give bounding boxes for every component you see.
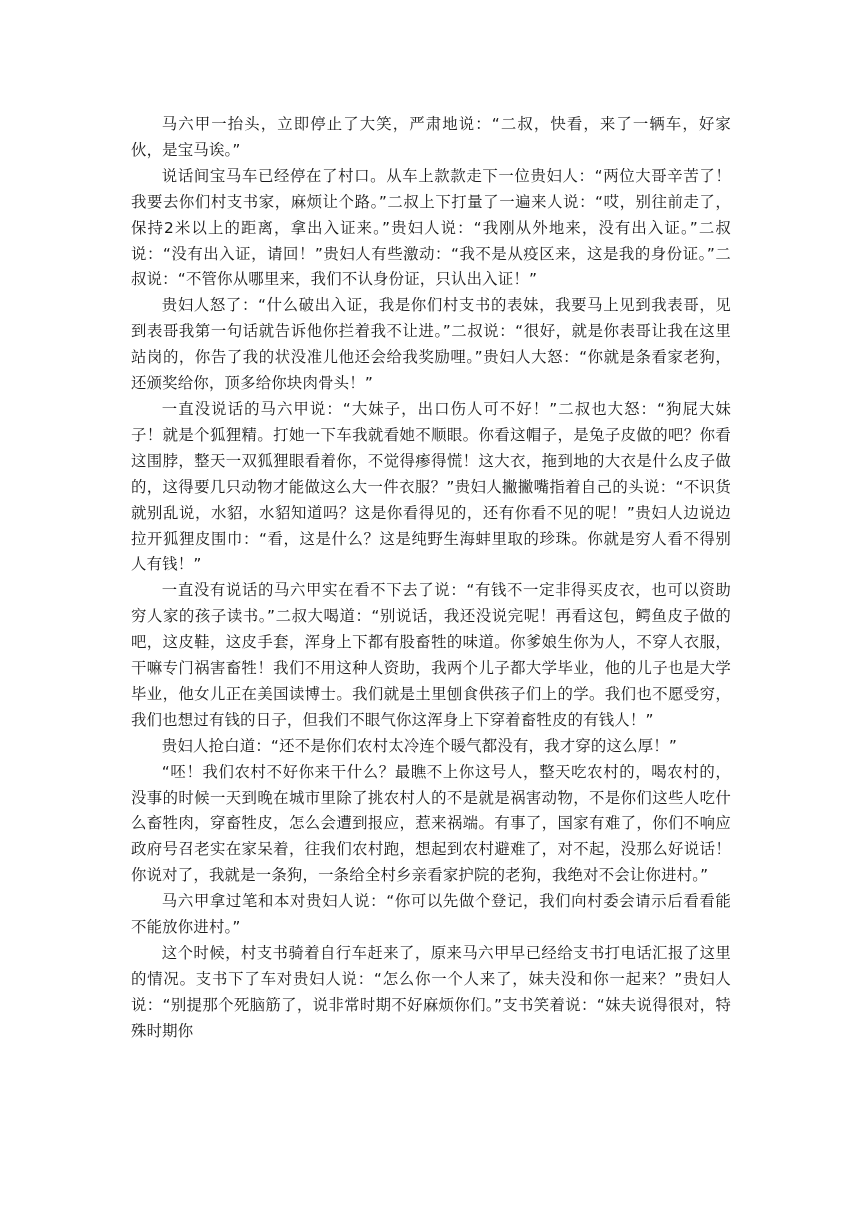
paragraph-5: 一直没有说话的马六甲实在看不下去了说：“有钱不一定非得买皮衣，也可以资助穷人家的孩子读书。”二叔大喝道：“别说话，我还没说完呢！再看这包，鳄鱼皮子做的吧，这皮鞋，这皮手套，浑身上下都有股畜牲的味道。你爹娘生你为人，不穿人衣服，干嘛专门祸害畜牲！我们不用这种人资助，我两个儿子都大学毕业，他的儿子也是大学毕业，他女儿正在美国读博士。我们就是土里刨食供孩子们上的学。我们也不愿受穷，我们也想过有钱的日子，但我们不眼气你这浑身上下穿着畜牲皮的有钱人！”	[131, 581, 731, 729]
paragraph-4: 一直没说话的马六甲说：“大妹子，出口伤人可不好！”二叔也大怒：“狗屁大妹子！就是个狐狸精。打她一下车我就看她不顺眼。你看这帽子，是兔子皮做的吧？你看这围脖，整天一双狐狸眼看着你，不觉得瘆得慌！这大衣，拖到地的大衣是什么皮子做的，这得要几只动物才能做这么大一件衣服？”贵妇人撇撇嘴指着自己的头说：“不识货就别乱说，水貂，水貂知道吗？这是你看得见的，还有你看不见的呢！”贵妇人边说边拉开狐狸皮围巾：“看，这是什么？这是纯野生海蚌里取的珍珠。你就是穷人看不得别人有钱！”	[131, 399, 731, 574]
paragraph-7: “呸！我们农村不好你来干什么？最瞧不上你这号人，整天吃农村的，喝农村的，没事的时候一天到晚在城市里除了挑农村人的不是就是祸害动物，不是你们这些人吃什么畜牲肉，穿畜牲皮，怎么会遭到报应，惹来祸端。有事了，国家有难了，你们不响应政府号召老实在家呆着，往我们农村跑，想起到农村避难了，对不起，没那么好说话！你说对了，我就是一条狗，一条给全村乡亲看家护院的老狗，我绝对不会让你进村。”	[131, 762, 731, 885]
paragraph-3: 贵妇人怒了：“什么破出入证，我是你们村支书的表妹，我要马上见到我表哥，见到表哥我第一句话就告诉他你拦着我不让进。”二叔说：“很好，就是你表哥让我在这里站岗的，你告了我的状没准儿他还会给我奖励哩。”贵妇人大怒：“你就是条看家老狗，还颁奖给你，顶多给你块肉骨头！”	[131, 296, 731, 393]
paragraph-6: 贵妇人抢白道：“还不是你们农村太冷连个暖气都没有，我才穿的这么厚！”	[161, 736, 678, 755]
paragraph-1: 马六甲一抬头，立即停止了大笑，严肃地说：“二叔，快看，来了一辆车，好家伙，是宝马诶。”	[131, 115, 731, 159]
article-body	[131, 112, 731, 1045]
paragraph-2: 说话间宝马车已经停在了村口。从车上款款走下一位贵妇人：“两位大哥辛苦了！我要去你们村支书家，麻烦让个路。”二叔上下打量了一遍来人说：“哎，别往前走了，保持2米以上的距离，拿出入证来。”贵妇人说：“我刚从外地来，没有出入证。”二叔说：“没有出入证，请回！”贵妇人有些激动：“我不是从疫区来，这是我的身份证。”二叔说：“不管你从哪里来，我们不认身份证，只认出入证！”	[131, 166, 731, 289]
paragraph-8: 马六甲拿过笔和本对贵妇人说：“你可以先做个登记，我们向村委会请示后看看能不能放你进村。”	[131, 892, 731, 937]
paragraph-9: 这个时候，村支书骑着自行车赶来了，原来马六甲早已经给支书打电话汇报了这里的情况。支书下了车对贵妇人说：“怎么你一个人来了，妹夫没和你一起来？”贵妇人说：“别提那个死脑筋了，说非常时期不好麻烦你们。”支书笑着说：“妹夫说得很对，特殊时期你	[131, 944, 731, 1040]
